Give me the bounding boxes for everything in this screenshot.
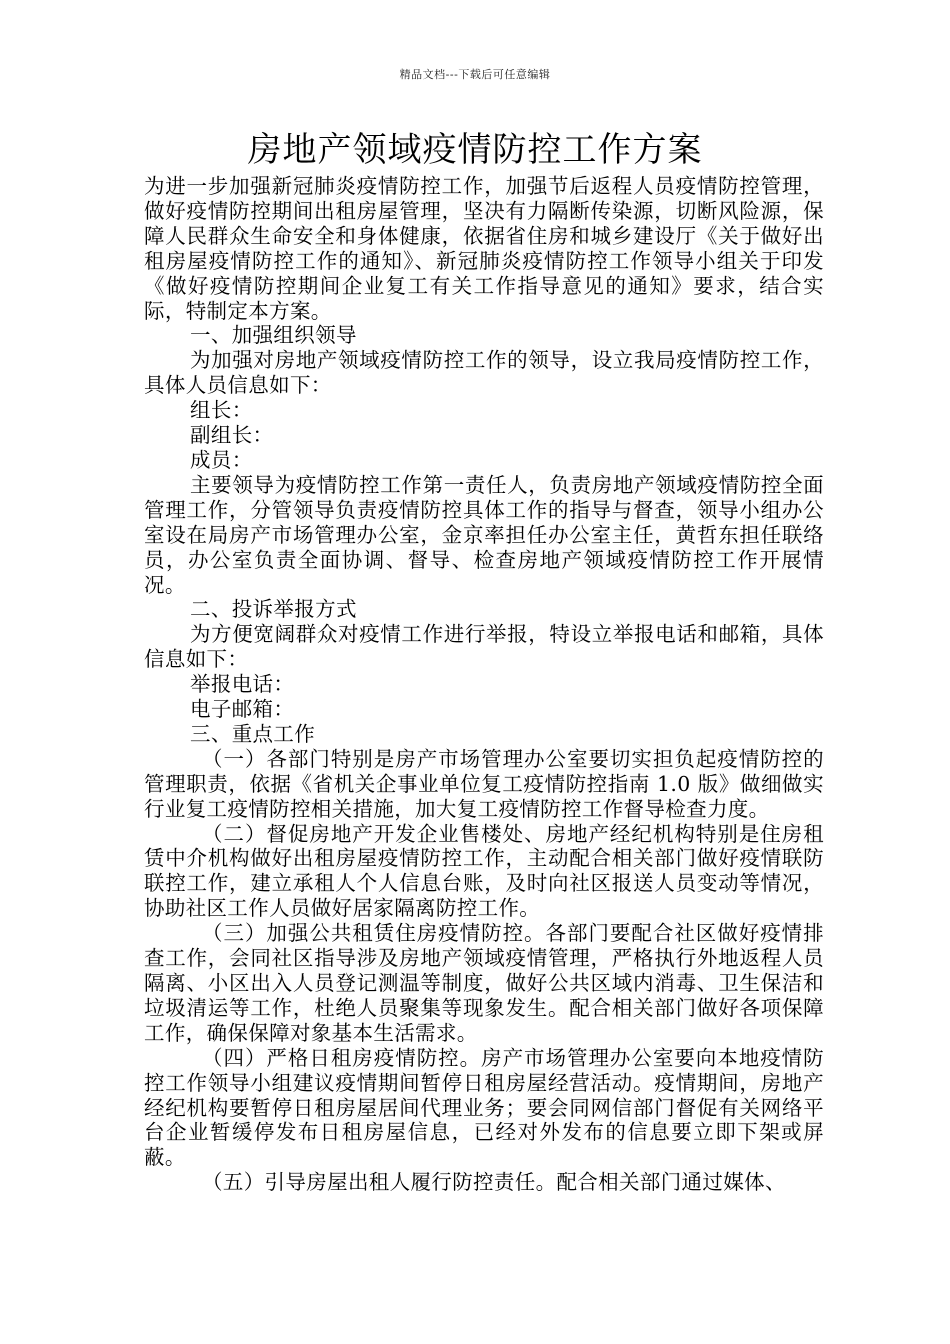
task-item-2: （二）督促房地产开发企业售楼处、房地产经纪机构特别是住房租赁中介机构做好出租房屋疫情防控工作，主动配合相关部门做好疫情联防联控工作，建立承租人个人信息台账，及时向社区报送人员变动等情况，协助社区工作人员做好居家隔离防控工作。 (144, 821, 824, 921)
task-item-5: （五）引导房屋出租人履行防控责任。配合相关部门通过媒体、 (202, 1170, 786, 1195)
document-title: 房地产领域疫情防控工作方案 (247, 130, 703, 170)
intro-paragraph: 为进一步加强新冠肺炎疫情防控工作，加强节后返程人员疫情防控管理，做好疫情防控期间出租房屋管理，坚决有力隔断传染源，切断风险源，保障人民群众生命安全和身体健康，依据省住房和城乡建设厅《关于做好出租房屋疫情防控工作的通知》、新冠肺炎疫情防控工作领导小组关于印发《做好疫情防控期间企业复工有关工作指导意见的通知》要求，结合实际，特制定本方案。 (144, 174, 824, 323)
page-header: 精品文档---下载后可任意编辑 (399, 68, 551, 81)
task-item-4: （四）严格日租房疫情防控。房产市场管理办公室要向本地疫情防控工作领导小组建议疫情期间暂停日租房屋经营活动。疫情期间，房地产经纪机构要暂停日租房屋居间代理业务；要会同网信部门督促有关网络平台企业暂缓停发布日租房屋信息，已经对外发布的信息要立即下架或屏蔽。 (144, 1045, 824, 1170)
task-item-3: （三）加强公共租赁住房疫情防控。各部门要配合社区做好疫情排查工作，会同社区指导涉及房地产领域疫情管理，严格执行外地返程人员隔离、小区出入人员登记测温等制度，做好公共区域内消毒、卫生保洁和垃圾清运等工作，杜绝人员聚集等现象发生。配合相关部门做好各项保障工作，确保保障对象基本生活需求。 (144, 921, 824, 1045)
body-paragraph: 主要领导为疫情防控工作第一责任人，负责房地产领域疫情防控全面管理工作，分管领导负责疫情防控具体工作的指导与督查，领导小组办公室设在局房产市场管理办公室，金京率担任办公室主任，黄哲东担任联络员，办公室负责全面协调、督导、检查房地产领域疫情防控工作开展情况。 (144, 472, 824, 597)
phone-line: 举报电话： (190, 672, 295, 697)
members-line: 成员： (190, 447, 253, 472)
leader-line: 组长： (190, 398, 253, 423)
body-paragraph: 为方便宽阔群众对疫情工作进行举报，特设立举报电话和邮箱，具体信息如下： (144, 622, 824, 672)
section-heading-1: 一、加强组织领导 (190, 323, 357, 348)
section-heading-2: 二、投诉举报方式 (190, 597, 357, 622)
email-line: 电子邮箱： (190, 697, 295, 722)
body-paragraph: 为加强对房地产领域疫情防控工作的领导，设立我局疫情防控工作，具体人员信息如下： (144, 348, 824, 398)
task-item-1: （一）各部门特别是房产市场管理办公室要切实担负起疫情防控的管理职责，依据《省机关企事业单位复工疫情防控指南 1.0 版》做细做实行业复工疫情防控相关措施，加大复工疫情防控工作督导检查力度。 (144, 746, 824, 821)
section-heading-3: 三、重点工作 (190, 721, 316, 746)
document-body (144, 174, 824, 1195)
deputy-leader-line: 副组长： (190, 423, 274, 448)
